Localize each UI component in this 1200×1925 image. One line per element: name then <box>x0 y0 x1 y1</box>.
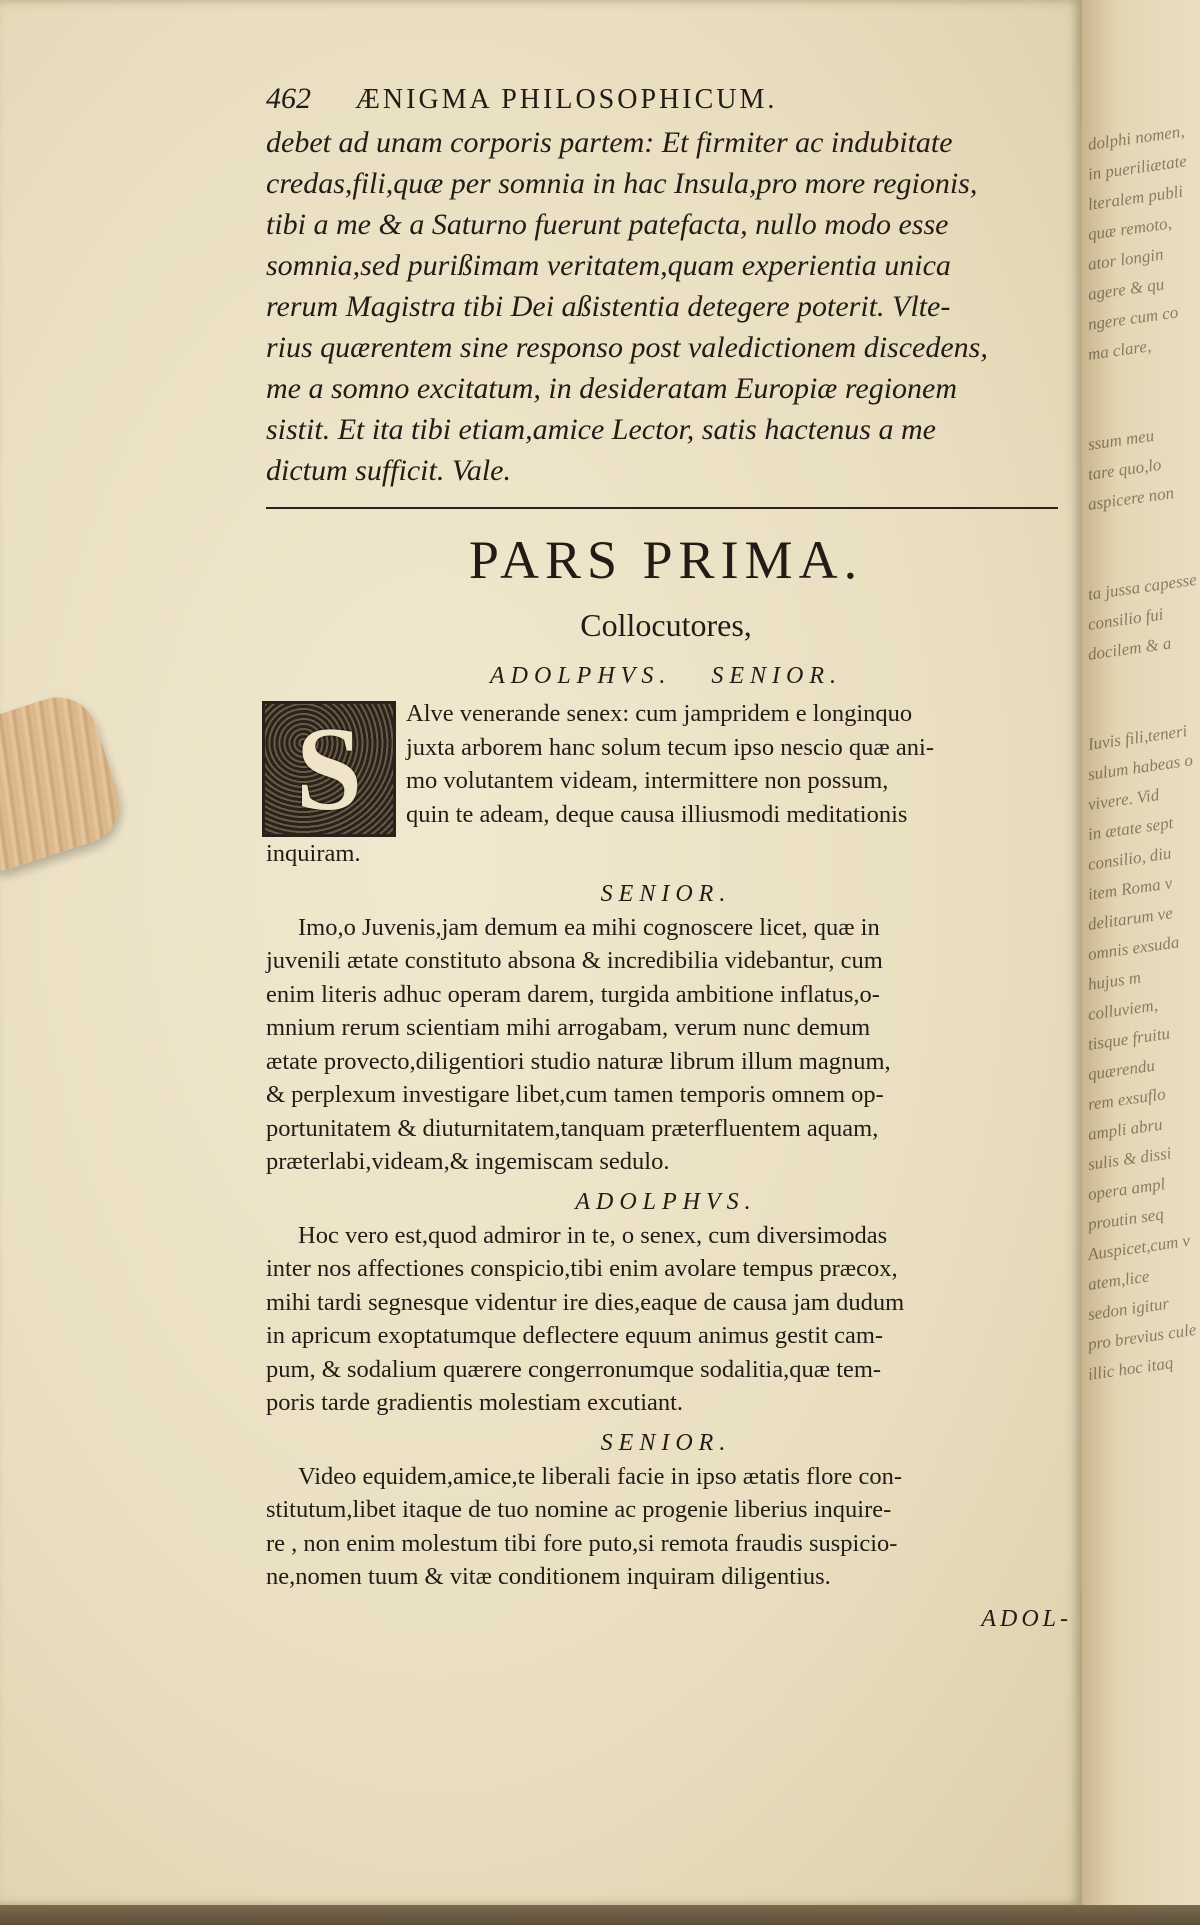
dialogue-line: juvenili ætate constituto absona & incredibilia videbantur, cum <box>266 947 883 974</box>
dialogue-line: inquiram. <box>266 840 361 867</box>
adjacent-page-edge <box>1082 0 1200 1925</box>
adjacent-line: ma clare, <box>1086 336 1153 364</box>
running-title: ÆNIGMA PHILOSOPHICUM. <box>355 84 778 115</box>
adjacent-line: aspicere non <box>1086 483 1176 514</box>
dialogue-block <box>266 697 1066 871</box>
book-bottom-edge <box>0 1905 1200 1925</box>
preface-line: tibi a me & a Saturno fuerunt patefacta, nullo modo esse <box>266 208 949 241</box>
adjacent-line: hujus m <box>1086 967 1143 994</box>
dialogue-line: mo volutantem videam, intermittere non possum, <box>406 767 889 794</box>
dialogue-line: ætate provecto,diligentiori studio naturæ librum illum magnum, <box>266 1047 891 1075</box>
dialogue-line: Alve venerande senex: cum jampridem e longinquo <box>406 700 913 727</box>
adjacent-line: ta jussa capesse <box>1086 569 1198 604</box>
preface-line: credas,fili,quæ per somnia in hac Insula,pro more regionis, <box>266 167 978 200</box>
dialogue-line: pum, & sodalium quærere congerronumque sodalitia,quæ tem- <box>266 1355 882 1383</box>
adjacent-line: dolphi nomen, <box>1086 121 1186 154</box>
adjacent-line: ator longin <box>1086 244 1165 274</box>
adjacent-line: agere & qu <box>1086 274 1166 304</box>
adjacent-line: ssum meu <box>1086 425 1156 454</box>
running-head <box>266 82 1066 122</box>
adjacent-line: Auspicet,cum v <box>1086 1230 1192 1264</box>
dialogue-line: & perplexum investigare libet,cum tamen temporis omnem op- <box>266 1081 884 1108</box>
dialogue-line: quin te adeam, deque causa illiusmodi meditationis <box>406 800 908 828</box>
adjacent-line: quærendu <box>1086 1055 1156 1084</box>
adjacent-line: quæ remoto, <box>1086 213 1173 244</box>
part-title: PARS PRIMA. <box>468 530 864 590</box>
adjacent-line: ngere cum co <box>1086 302 1180 334</box>
dialogue-line: poris tarde gradientis molestiam excutiant. <box>266 1389 684 1416</box>
preface-line: sistit. Et ita tibi etiam,amice Lector, satis hactenus a me <box>266 413 936 446</box>
adjacent-line: opera ampl <box>1086 1174 1167 1204</box>
dialogue-line: juxta arborem hanc solum tecum ipso nescio quæ ani- <box>406 733 934 761</box>
section-divider <box>266 507 1058 509</box>
page-holder-brush <box>0 687 130 873</box>
dialogue-block <box>266 1219 1066 1420</box>
preface-paragraph <box>266 122 1066 491</box>
adjacent-line: sedon igitur <box>1086 1293 1171 1324</box>
dialogue-line: Video equidem,amice,te liberali facie in ipso ætatis flore con- <box>298 1462 903 1490</box>
speaker-adolphus: ADOLPHVS. <box>490 663 672 689</box>
adjacent-line: atem,lice <box>1086 1266 1151 1294</box>
adjacent-line: tisque fruitu <box>1086 1023 1172 1054</box>
adjacent-line: Iuvis fili,teneri <box>1086 721 1189 754</box>
adjacent-line: omnis exsuda <box>1086 932 1181 964</box>
dialogue-line: enim literis adhuc operam darem, turgida ambitione inflatus,o- <box>266 980 880 1008</box>
collocutores-heading: Collocutores, <box>580 607 752 643</box>
adjacent-page-text <box>1086 121 1200 1390</box>
speakers-list <box>266 663 1066 695</box>
dialogue-line: portunitatem & diuturnitatem,tanquam præterfluentem aquam, <box>266 1114 879 1142</box>
speaker-heading: SENIOR. <box>600 880 732 907</box>
dialogue-line: in apricum exoptatumque deflectere equum animus gestit cam- <box>266 1322 884 1349</box>
preface-line: me a somno excitatum, in desideratam Europiæ regionem <box>266 372 958 405</box>
preface-line: rerum Magistra tibi Dei aßistentia detegere poterit. Vlte- <box>266 290 951 323</box>
catchword: ADOL- <box>981 1606 1072 1632</box>
adjacent-line: consilio, diu <box>1086 843 1173 874</box>
adjacent-line: consilio fui <box>1086 604 1165 634</box>
adjacent-line: illic hoc itaq <box>1086 1353 1175 1384</box>
adjacent-line: item Roma v <box>1086 873 1174 904</box>
adjacent-line: sulum habeas o <box>1086 750 1195 784</box>
adjacent-line: in pueriliætate <box>1086 151 1188 184</box>
dialogue-line: inter nos affectiones conspicio,tibi enim avolare tempus præcox, <box>266 1255 898 1282</box>
adjacent-line: rem exsuflo <box>1086 1084 1167 1114</box>
adjacent-line: pro brevius cule <box>1086 1319 1198 1354</box>
adjacent-line: ampli abru <box>1086 1114 1164 1144</box>
ornamental-drop-cap <box>262 701 396 837</box>
adjacent-line: tare quo,lo <box>1086 454 1163 484</box>
page-text-area <box>266 82 1066 1594</box>
dialogue-line: mnium rerum scientiam mihi arrogabam, verum nunc demum <box>266 1014 871 1041</box>
dialogue-line: ne,nomen tuum & vitæ conditionem inquiram diligentius. <box>266 1563 831 1590</box>
speaker-heading: ADOLPHVS. <box>575 1188 757 1215</box>
dialogue-line: re , non enim molestum tibi fore puto,si remota fraudis suspicio- <box>266 1529 898 1557</box>
preface-line: dictum sufficit. Vale. <box>266 454 511 487</box>
drop-cap-letter: S <box>295 702 363 835</box>
adjacent-line: colluviem, <box>1086 995 1159 1024</box>
adjacent-line: delitarum ve <box>1086 903 1174 934</box>
dialogue-line: Hoc vero est,quod admiror in te, o senex, cum diversimodas <box>298 1221 888 1249</box>
dialogue-line: præterlabi,videam,& ingemiscam sedulo. <box>266 1148 670 1175</box>
adjacent-line: in ætate sept <box>1086 813 1175 844</box>
preface-line: rius quærentem sine responso post valedictionem discedens, <box>266 331 988 364</box>
adjacent-line: proutin seq <box>1086 1204 1165 1234</box>
page-number: 462 <box>266 82 311 115</box>
adjacent-line: sulis & dissi <box>1086 1143 1173 1174</box>
dialogue-block <box>266 1460 1066 1594</box>
adjacent-line: docilem & a <box>1086 633 1173 664</box>
preface-line: somnia,sed purißimam veritatem,quam experientia unica <box>266 249 951 282</box>
speaker-heading: SENIOR. <box>600 1429 732 1456</box>
preface-line: debet ad unam corporis partem: Et firmiter ac indubitate <box>266 126 953 159</box>
dialogue-block <box>266 911 1066 1179</box>
adjacent-line: lteralem publi <box>1086 181 1185 214</box>
dialogue-line: stitutum,libet itaque de tuo nomine ac progenie liberius inquire- <box>266 1496 892 1523</box>
dialogue-line: Imo,o Juvenis,jam demum ea mihi cognoscere licet, quæ in <box>298 913 880 941</box>
adjacent-line: vivere. Vid <box>1086 785 1161 814</box>
speaker-senior: SENIOR. <box>711 663 842 689</box>
dialogue-line: mihi tardi segnesque videntur ire dies,eaque de causa jam dudum <box>266 1288 905 1316</box>
